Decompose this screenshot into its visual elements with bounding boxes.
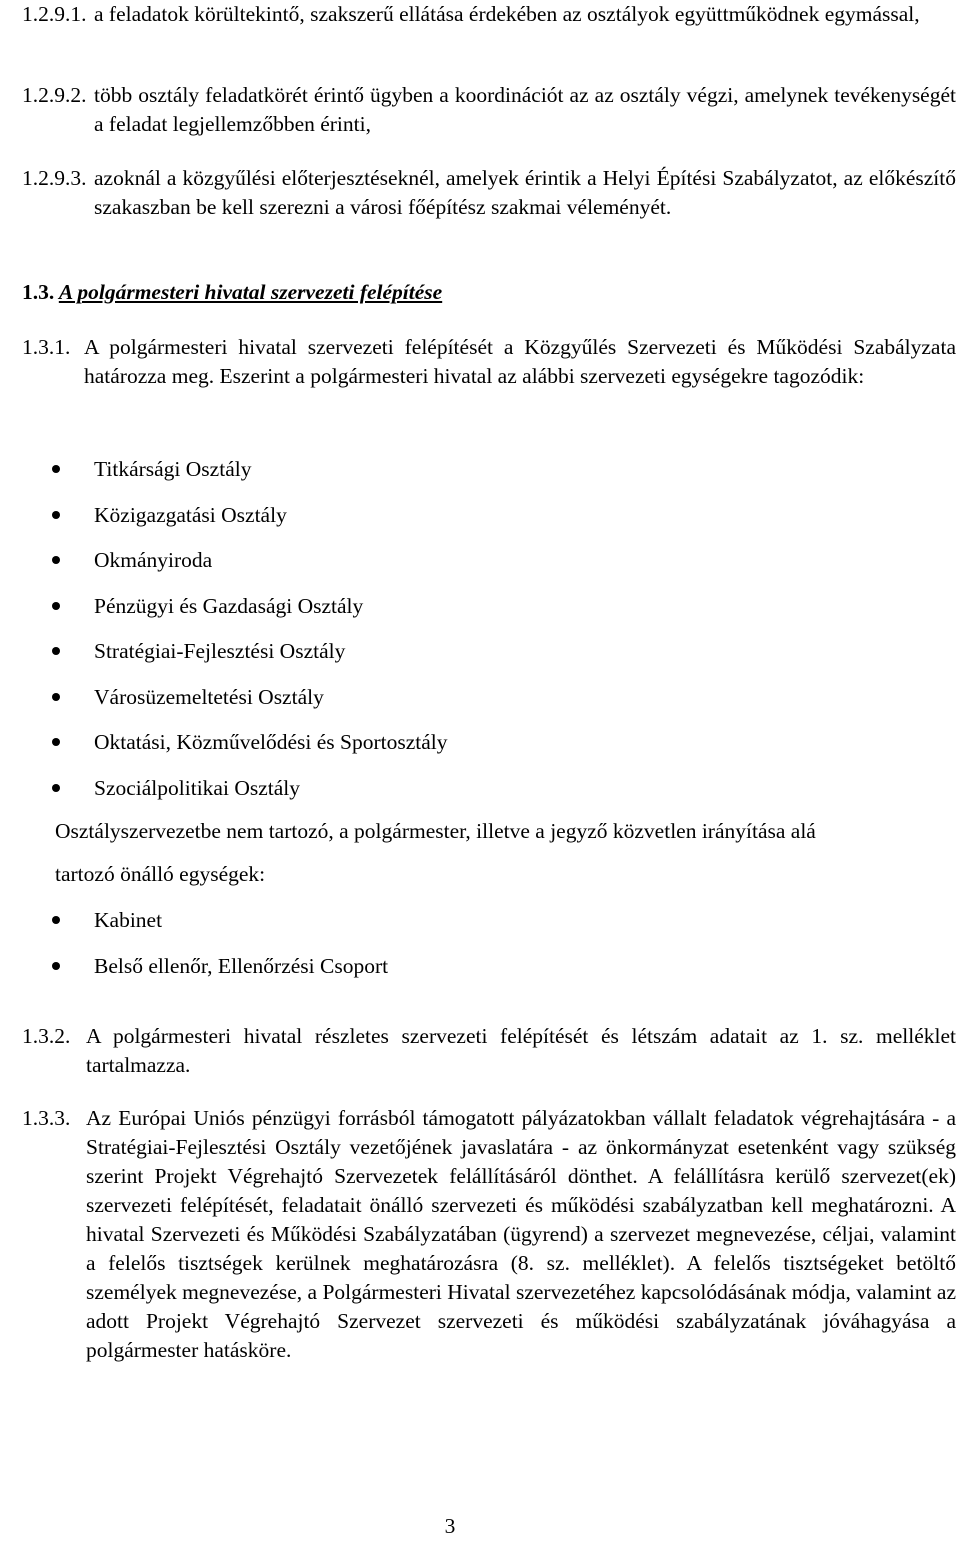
list-item: Okmányiroda [52, 546, 448, 592]
item-number: 1.2.9.2. [22, 83, 87, 107]
independent-units-intro-line-2: tartozó önálló egységek: [55, 862, 266, 886]
paragraph-number: 1.3.3. [22, 1106, 71, 1130]
list-item: Közigazgatási Osztály [52, 501, 448, 547]
section-heading [22, 278, 442, 307]
paragraph-text: A polgármesteri hivatal részletes szervezeti felépítését és létszám adatait az 1. sz. melléklet tartalmazza. [86, 1024, 956, 1077]
section-number: 1.3. [22, 280, 55, 304]
item-number: 1.2.9.3. [22, 166, 87, 190]
independent-unit-list [52, 906, 388, 997]
paragraph-1-3-3 [22, 1104, 956, 1365]
item-number: 1.2.9.1. [22, 2, 87, 26]
paragraph-text: Az Európai Uniós pénzügyi forrásból támogatott pályázatokban vállalt feladatok végrehajtására - a Stratégiai-Fejlesztési Osztály vezetőjének javaslatára - az önkormányzat esetenként vagy szükség szerint Projekt Végrehajtó Szervezetek felállításáról dönthet. A felállításra kerülő szervezet(ek) szervezeti felépítését, feladatait önálló szervezeti és működési szabályzatban kell meghatározni. A hivatal Szervezeti és Működési Szabályzatában (ügyrend) a szervezet megnevezése, céljai, valamint a felelős tisztségek kerülnek meghatározásra (8. sz. melléklet). A felelős tisztségeket betöltő személyek megnevezése, a Polgármesteri Hivatal szervezetéhez kapcsolódásának módja, valamint az adott Projekt Végrehajtó Szervezet szervezeti és működési szabályzatának jóváhagyása a polgármester hatásköre. [86, 1106, 956, 1362]
item-1-2-9-2 [22, 81, 956, 139]
list-item: Kabinet [52, 906, 388, 952]
item-text: azoknál a közgyűlési előterjesztéseknél, amelyek érintik a Helyi Építési Szabályzatot, az előkészítő szakaszban be kell szerezni a városi főépítész szakmai véleményét. [94, 166, 956, 219]
item-text: több osztály feladatkörét érintő ügyben a koordinációt az az osztály végzi, amelynek tevékenységét a feladat legjellemzőbben érinti, [94, 83, 956, 136]
item-1-2-9-3 [22, 164, 956, 222]
list-item: Városüzemeltetési Osztály [52, 683, 448, 729]
paragraph-number: 1.3.1. [22, 335, 71, 359]
independent-units-intro-line-1: Osztályszervezetbe nem tartozó, a polgármester, illetve a jegyző közvetlen irányítása alá [55, 819, 816, 843]
paragraph-1-3-2 [22, 1022, 956, 1080]
list-item: Oktatási, Közművelődési és Sportosztály [52, 728, 448, 774]
list-item: Stratégiai-Fejlesztési Osztály [52, 637, 448, 683]
item-text: a feladatok körültekintő, szakszerű ellátása érdekében az osztályok együttműködnek egymással, [94, 2, 920, 26]
list-item: Belső ellenőr, Ellenőrzési Csoport [52, 952, 388, 998]
paragraph-text: A polgármesteri hivatal szervezeti felépítését a Közgyűlés Szervezeti és Működési Szabályzata határozza meg. Eszerint a polgármesteri hivatal az alábbi szervezeti egységekre tagozódik: [84, 335, 956, 388]
item-1-2-9-1 [22, 0, 956, 29]
unit-list [52, 455, 448, 819]
page-number: 3 [444, 1514, 456, 1538]
paragraph-1-3-1 [22, 333, 956, 391]
list-item: Szociálpolitikai Osztály [52, 774, 448, 820]
paragraph-number: 1.3.2. [22, 1024, 71, 1048]
list-item: Pénzügyi és Gazdasági Osztály [52, 592, 448, 638]
list-item: Titkársági Osztály [52, 455, 448, 501]
section-title: A polgármesteri hivatal szervezeti felépítése [58, 280, 443, 304]
